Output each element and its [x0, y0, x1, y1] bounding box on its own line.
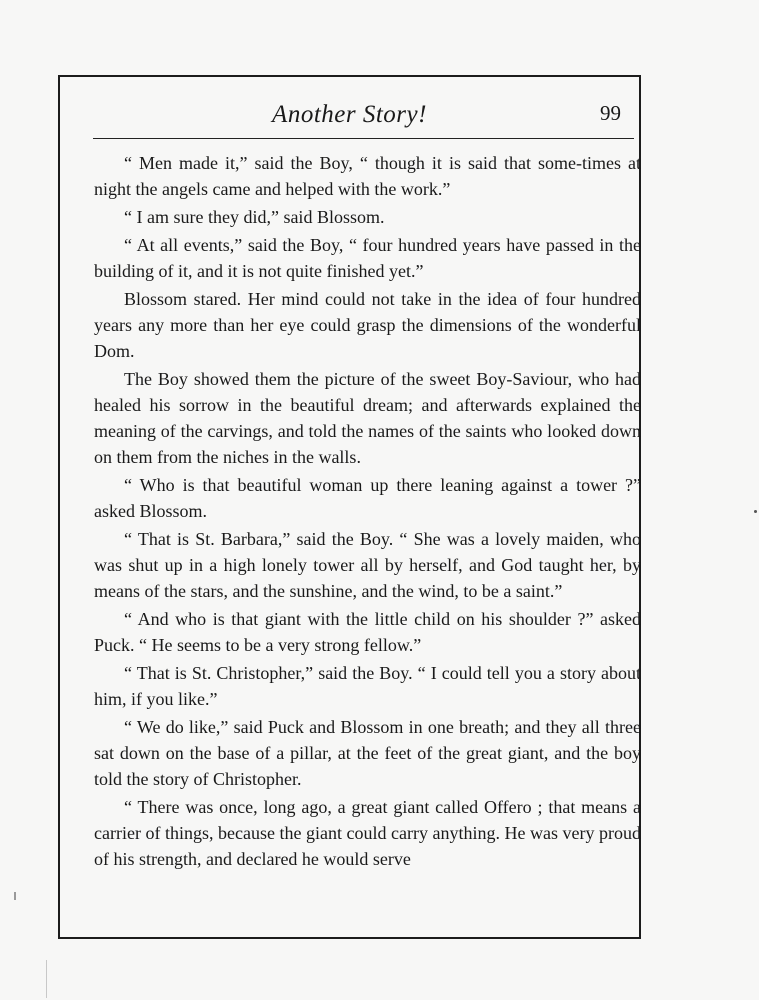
paragraph: “ We do like,” said Puck and Blossom in one breath; and they all three sat down on the base of a pillar, at the feet of the great giant, and the boy told the story of Christopher.: [94, 717, 641, 789]
paragraph: “ Who is that beautiful woman up there leaning against a tower ?” asked Blossom.: [94, 475, 641, 521]
running-title: Another Story!: [272, 101, 427, 128]
paragraph: “ That is St. Barbara,” said the Boy. “ She was a lovely maiden, who was shut up in a high lonely tower all by herself, and God taught her, by means of the stars, and the sunshine, and the wind, to be a saint.”: [94, 529, 641, 601]
body-text: [94, 150, 641, 872]
paragraph: “ I am sure they did,” said Blossom.: [124, 207, 385, 227]
margin-line: [46, 960, 47, 998]
paragraph: Blossom stared. Her mind could not take in the idea of four hundred years any more than her eye could grasp the dimensions of the wonderful Dom.: [94, 289, 641, 361]
running-head: [60, 95, 639, 135]
paragraph: “ At all events,” said the Boy, “ four hundred years have passed in the building of it, and it is not quite finished yet.”: [94, 235, 641, 281]
header-rule: [93, 138, 634, 139]
paragraph: “ And who is that giant with the little child on his shoulder ?” asked Puck. “ He seems to be a very strong fellow.”: [94, 609, 641, 655]
margin-speck: [754, 510, 757, 513]
page-number: 99: [600, 101, 621, 125]
paragraph: “ That is St. Christopher,” said the Boy. “ I could tell you a story about him, if you like.”: [94, 663, 641, 709]
margin-speck: [14, 892, 16, 900]
paragraph: “ There was once, long ago, a great giant called Offero ; that means a carrier of things, because the giant could carry anything. He was very proud of his strength, and declared he would serve: [94, 797, 641, 869]
paragraph: The Boy showed them the picture of the sweet Boy-Saviour, who had healed his sorrow in the beautiful dream; and afterwards explained the meaning of the carvings, and told the names of the saints who looked down on them from the niches in the walls.: [94, 369, 641, 467]
page-frame: [58, 75, 641, 939]
paragraph: “ Men made it,” said the Boy, “ though it is said that some-times at night the angels came and helped with the work.”: [94, 153, 641, 199]
